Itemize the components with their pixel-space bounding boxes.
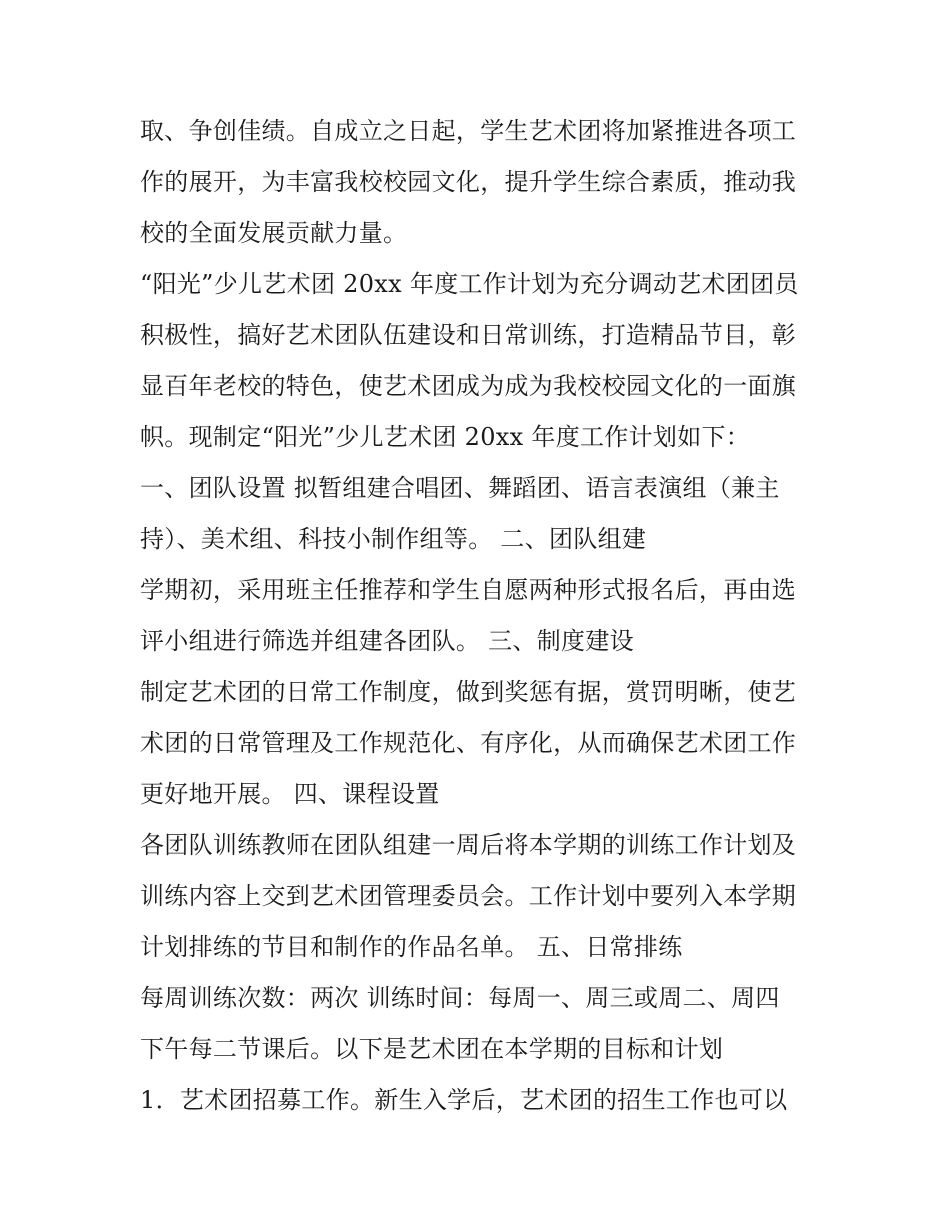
text-line: 更好地开展。 四、课程设置: [140, 780, 440, 808]
text-line: 1．艺术团招募工作。新生入学后，艺术团的招生工作也可以: [140, 1086, 788, 1114]
text-line: 评小组进行筛选并组建各团队。 三、制度建设: [140, 627, 634, 655]
text-line: 每周训练次数：两次 训练时间：每周一、周三或周二、周四: [140, 984, 780, 1012]
text-line: 计划排练的节目和制作的作品名单。 五、日常排练: [140, 933, 683, 961]
text-line: 帜。现制定“阳光”少儿艺术团 20xx 年度工作计划如下：: [140, 423, 751, 451]
text-line: 作的展开，为丰富我校校园文化，提升学生综合素质，推动我: [140, 168, 797, 196]
text-line: 校的全面发展贡献力量。: [140, 219, 408, 247]
body-text: [140, 106, 820, 1126]
text-line: 一、团队设置 拟暂组建合唱团、舞蹈团、语言表演组（兼主: [140, 474, 780, 502]
text-line: 术团的日常管理及工作规范化、有序化，从而确保艺术团工作: [140, 729, 797, 757]
text-line: “阳光”少儿艺术团 20xx 年度工作计划为充分调动艺术团团员: [140, 270, 799, 298]
text-line: 显百年老校的特色，使艺术团成为成为我校校园文化的一面旗: [140, 372, 797, 400]
text-line: 下午每二节课后。以下是艺术团在本学期的目标和计划: [140, 1035, 724, 1063]
text-line: 积极性，搞好艺术团队伍建设和日常训练，打造精品节目，彰: [140, 321, 797, 349]
text-line: 各团队训练教师在团队组建一周后将本学期的训练工作计划及: [140, 831, 797, 859]
text-line: 学期初，采用班主任推荐和学生自愿两种形式报名后，再由选: [140, 576, 797, 604]
text-line: 制定艺术团的日常工作制度，做到奖惩有据，赏罚明晰，使艺: [140, 678, 797, 706]
text-line: 训练内容上交到艺术团管理委员会。工作计划中要列入本学期: [140, 882, 797, 910]
text-line: 取、争创佳绩。自成立之日起，学生艺术团将加紧推进各项工: [140, 117, 797, 145]
text-line: 持）、美术组、科技小制作组等。 二、团队组建: [140, 525, 647, 553]
